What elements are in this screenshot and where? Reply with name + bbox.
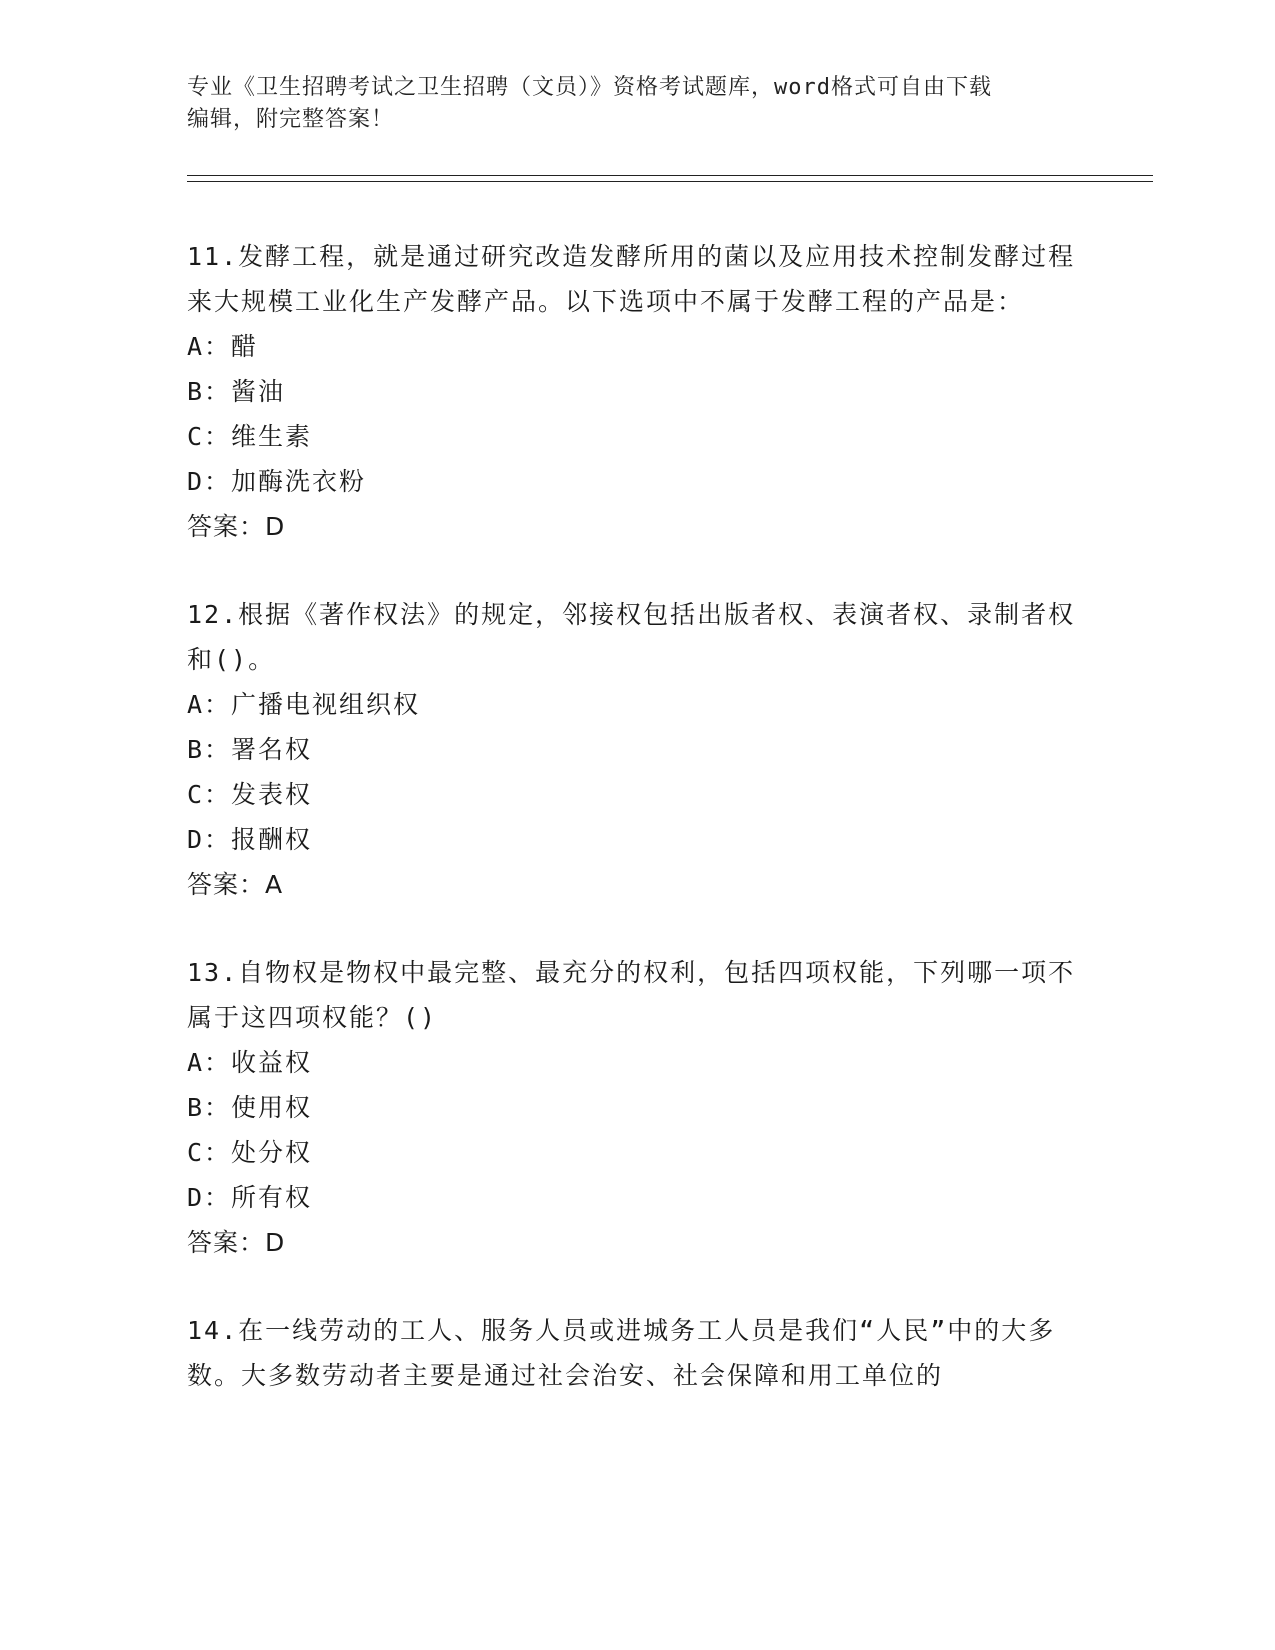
header-divider-bottom <box>187 181 1153 182</box>
option-c: C：发表权 <box>187 780 313 809</box>
option-b: B：署名权 <box>187 735 313 764</box>
option-c: C：维生素 <box>187 422 313 451</box>
option-d: D：加酶洗衣粉 <box>187 467 367 496</box>
option-a: A：醋 <box>187 332 259 361</box>
document-header <box>187 72 1067 136</box>
header-line-1: 专业《卫生招聘考试之卫生招聘（文员）》资格考试题库，word格式可自由下载 <box>187 75 992 100</box>
answer: 答案：A <box>187 870 284 899</box>
option-b: B：使用权 <box>187 1093 313 1122</box>
header-divider-top <box>187 175 1153 176</box>
question-stem: 14.在一线劳动的工人、服务人员或进城务工人员是我们“人民”中的大多数。大多数劳动者主要是通过社会治安、社会保障和用工单位的 <box>187 1316 1056 1390</box>
header-line-2: 编辑，附完整答案！ <box>187 107 395 132</box>
answer: 答案：D <box>187 1228 286 1257</box>
question-stem: 12.根据《著作权法》的规定，邻接权包括出版者权、表演者权、录制者权和()。 <box>187 600 1076 674</box>
question-12 <box>187 592 1087 907</box>
question-list <box>187 234 1087 1441</box>
question-14 <box>187 1308 1087 1398</box>
option-d: D：报酬权 <box>187 825 313 854</box>
option-a: A：广播电视组织权 <box>187 690 421 719</box>
answer: 答案：D <box>187 512 286 541</box>
question-stem: 13.自物权是物权中最完整、最充分的权利，包括四项权能，下列哪一项不属于这四项权能？() <box>187 958 1076 1032</box>
option-d: D：所有权 <box>187 1183 313 1212</box>
question-13 <box>187 950 1087 1265</box>
question-stem: 11.发酵工程，就是通过研究改造发酵所用的菌以及应用技术控制发酵过程来大规模工业化生产发酵产品。以下选项中不属于发酵工程的产品是： <box>187 242 1076 316</box>
question-11 <box>187 234 1087 549</box>
option-a: A：收益权 <box>187 1048 313 1077</box>
option-b: B：酱油 <box>187 377 286 406</box>
option-c: C：处分权 <box>187 1138 313 1167</box>
